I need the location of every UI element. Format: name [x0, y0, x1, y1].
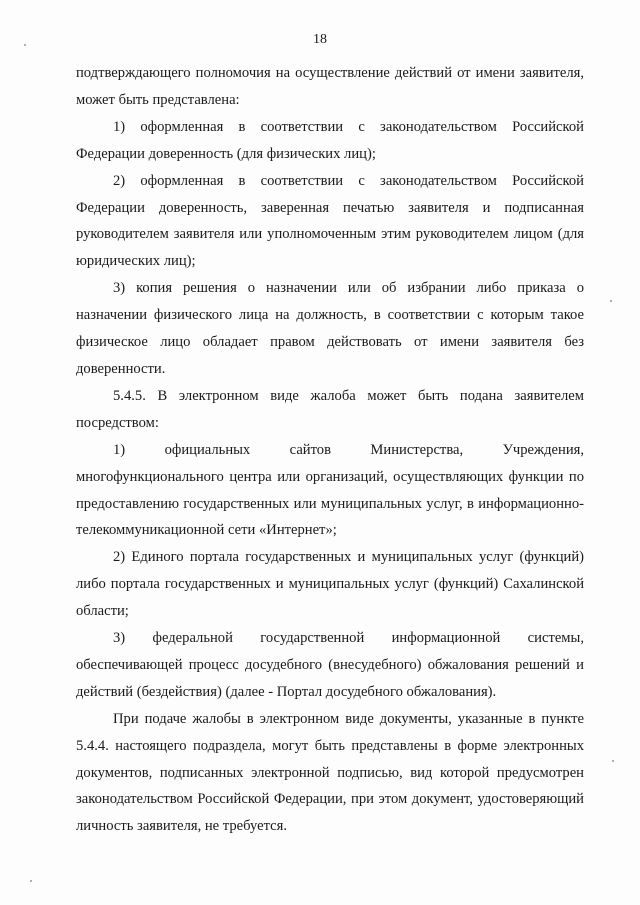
document-body — [76, 60, 584, 840]
paragraph-item-3-federal-system: 3) федеральной государственной информационной системы, обеспечивающей процесс досудебного (внесудебного) обжалования решений и действий (бездействия) (далее - Портал досудебного обжалования). — [76, 630, 584, 700]
paragraph-item-2-legal-entities: 2) оформленная в соответствии с законодательством Российской Федерации доверенность, заверенная печатью заявителя и подписанная руководителем заявителя или уполномоченным этим руководителем лицом (для юридических лиц); — [76, 172, 584, 270]
paragraph-item-2-unified-portal: 2) Единого портала государственных и муниципальных услуг (функций) либо портала государственных и муниципальных услуг (функций) Сахалинской области; — [76, 549, 584, 620]
scan-speck — [610, 300, 612, 302]
paragraph-item-1-individuals: 1) оформленная в соответствии с законодательством Российской Федерации доверенность (для физических лиц); — [76, 118, 584, 162]
paragraph-section-5-4-5: 5.4.5. В электронном виде жалоба может быть подана заявителем посредством: — [76, 387, 584, 431]
scan-speck — [612, 760, 614, 762]
scan-speck — [30, 880, 32, 882]
paragraph-electronic-submission: При подаче жалобы в электронном виде документы, указанные в пункте 5.4.4. настоящего подраздела, могут быть представлены в форме электронных документов, подписанных электронной подписью, вид которой предусмотрен законодательством Российской Федерации, при этом документ, удостоверяющий личность заявителя, не требуется. — [76, 710, 584, 835]
page-number: 18 — [313, 32, 327, 47]
paragraph-item-3-appointment-copy: 3) копия решения о назначении или об избрании либо приказа о назначении физического лица на должность, в соответствии с которым такое физическое лицо обладает правом действовать от имени заявителя без доверенности. — [76, 280, 584, 377]
paragraph-continuation: подтверждающего полномочия на осуществление действий от имени заявителя, может быть представлена: — [76, 65, 584, 108]
scan-speck — [24, 44, 26, 46]
paragraph-item-1-official-sites: 1) официальных сайтов Министерства, Учреждения, многофункционального центра или организаций, осуществляющих функции по предоставлению государственных или муниципальных услуг, в информационно-телекоммуникационной сети «Интернет»; — [76, 441, 584, 539]
